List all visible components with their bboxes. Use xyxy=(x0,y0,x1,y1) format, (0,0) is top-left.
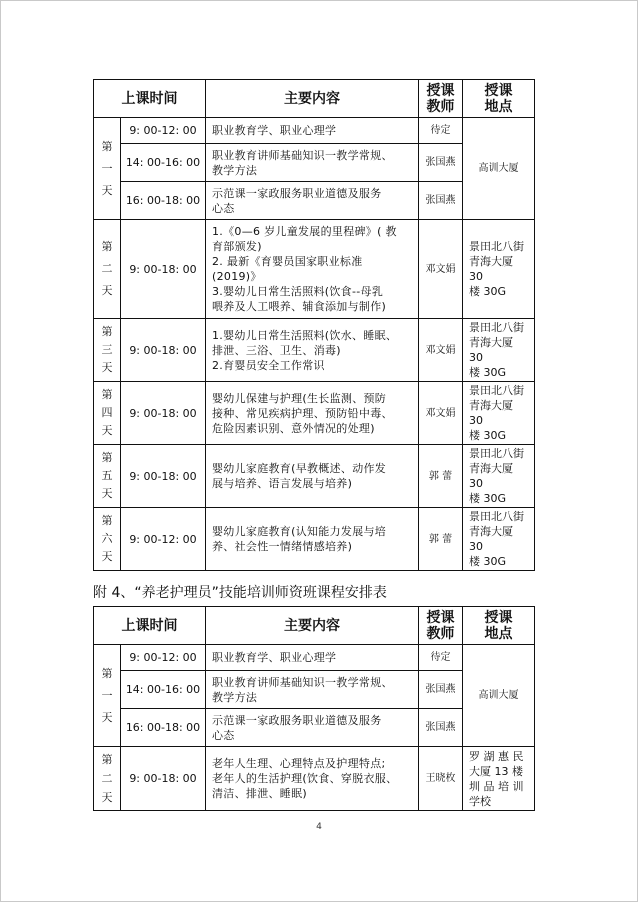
time-cell: 16: 00-18: 00 xyxy=(121,182,206,220)
content-line: 婴幼儿家庭教育(早教概述、动作发 xyxy=(212,462,387,475)
header-place-line: 授课 xyxy=(484,609,513,626)
content-line: 2.育婴员安全工作常识 xyxy=(212,358,325,372)
table-row xyxy=(94,508,535,571)
content-cell xyxy=(206,319,419,382)
place-line: 楼 30G xyxy=(469,492,507,505)
table-header-row xyxy=(94,607,535,645)
day-label xyxy=(94,118,121,220)
day-char: 六 xyxy=(101,532,113,545)
header-teacher xyxy=(419,607,463,645)
place-line: 青海大厦 30 xyxy=(469,462,513,490)
content-cell xyxy=(206,709,419,747)
teacher-cell: 邓文娟 xyxy=(419,220,463,319)
place-line: 景田北八街 xyxy=(469,510,524,523)
content-line: 展与培养、语言发展与培养) xyxy=(212,477,353,490)
teacher-cell: 张国燕 xyxy=(419,182,463,220)
teacher-cell: 邓文娟 xyxy=(419,382,463,445)
header-time: 上课时间 xyxy=(94,80,206,118)
header-teacher-line: 授课 xyxy=(426,609,455,626)
day-char: 二 xyxy=(101,262,113,275)
table-row xyxy=(94,319,535,382)
place-cell xyxy=(463,382,535,445)
day-char: 第 xyxy=(101,753,113,766)
place-cell xyxy=(463,445,535,508)
table-row xyxy=(94,445,535,508)
time-cell: 9: 00-18: 00 xyxy=(121,220,206,319)
content-line: 老年人生理、心理特点及护理特点; xyxy=(212,757,386,770)
content-line: 职业教育讲师基础知识一教学常规、 xyxy=(212,675,393,689)
place-cell xyxy=(463,220,535,319)
day-char: 天 xyxy=(101,361,113,374)
content-line: 示范课一家政服务职业道德及服务 xyxy=(212,713,382,727)
page-number: 4 xyxy=(316,822,322,832)
teacher-cell: 待定 xyxy=(419,118,463,144)
day-char: 第 xyxy=(101,325,113,338)
content-line: 排泄、三浴、卫生、消毒) xyxy=(212,343,341,357)
day-char: 天 xyxy=(101,284,113,297)
teacher-cell: 待定 xyxy=(419,645,463,671)
day-char: 第 xyxy=(101,514,113,527)
place-line: 青海大厦 30 xyxy=(469,336,513,364)
place-line: 大厦 13 楼 xyxy=(469,764,523,778)
table-row xyxy=(94,382,535,445)
day-char: 三 xyxy=(101,343,113,356)
day-char: 天 xyxy=(101,487,113,500)
table-row xyxy=(94,645,535,671)
content-cell xyxy=(206,445,419,508)
header-time: 上课时间 xyxy=(94,607,206,645)
day-char: 第 xyxy=(101,388,113,401)
course-schedule-table-childcare xyxy=(93,79,535,571)
time-cell: 9: 00-12: 00 xyxy=(121,645,206,671)
content-line: 教学方法 xyxy=(212,163,258,177)
day-char: 第 xyxy=(101,240,113,253)
place-cell xyxy=(463,747,535,811)
content-line: 婴幼儿家庭教育(认知能力发展与培 xyxy=(212,525,387,538)
content-line: 1.《0—6 岁儿童发展的里程碑》( 教 xyxy=(212,225,397,238)
place-line: 高训大厦 xyxy=(478,163,519,174)
day-label xyxy=(94,508,121,571)
place-line: 景田北八街 xyxy=(469,384,524,397)
content-line: 养、社会性一情绪情感培养) xyxy=(212,540,353,553)
content-line: 职业教育学、职业心理学 xyxy=(212,124,337,137)
day-label xyxy=(94,445,121,508)
time-cell: 14: 00-16: 00 xyxy=(121,144,206,182)
header-place-line: 地点 xyxy=(484,98,513,115)
place-line: 罗 湖 惠 民 xyxy=(469,749,524,763)
place-line: 青海大厦 30 xyxy=(469,525,513,553)
time-cell: 9: 00-18: 00 xyxy=(121,747,206,811)
content-cell xyxy=(206,182,419,220)
place-line: 楼 30G xyxy=(469,366,507,379)
place-cell xyxy=(463,645,535,747)
content-line: 危险因素识别、意外情况的处理) xyxy=(212,421,375,435)
content-line: 示范课一家政服务职业道德及服务 xyxy=(212,186,382,200)
header-content: 主要内容 xyxy=(206,80,419,118)
content-line: 老年人的生活护理(饮食、穿脱衣服、 xyxy=(212,772,398,785)
time-cell: 9: 00-18: 00 xyxy=(121,382,206,445)
teacher-cell: 郭 蕾 xyxy=(419,508,463,571)
day-label xyxy=(94,319,121,382)
content-cell xyxy=(206,671,419,709)
place-line: 青海大厦 30 xyxy=(469,399,513,427)
place-line: 楼 30G xyxy=(469,285,507,298)
place-line: 景田北八街 xyxy=(469,321,524,334)
header-place-line: 授课 xyxy=(484,82,513,99)
content-cell xyxy=(206,220,419,319)
teacher-cell: 郭 蕾 xyxy=(419,445,463,508)
teacher-cell: 邓文娟 xyxy=(419,319,463,382)
day-char: 一 xyxy=(101,688,113,702)
day-char: 第 xyxy=(101,666,113,680)
day-char: 二 xyxy=(101,772,113,785)
table-row xyxy=(94,747,535,811)
day-char: 天 xyxy=(101,424,113,437)
header-place xyxy=(463,607,535,645)
time-cell: 9: 00-12: 00 xyxy=(121,508,206,571)
day-label xyxy=(94,645,121,747)
place-line: 景田北八街 xyxy=(469,240,524,253)
header-place-line: 地点 xyxy=(484,625,513,642)
place-line: 楼 30G xyxy=(469,555,507,568)
header-teacher xyxy=(419,80,463,118)
teacher-cell: 张国燕 xyxy=(419,144,463,182)
content-cell xyxy=(206,144,419,182)
day-char: 第 xyxy=(101,451,113,464)
header-content: 主要内容 xyxy=(206,607,419,645)
day-char: 一 xyxy=(101,161,113,175)
header-place xyxy=(463,80,535,118)
time-cell: 9: 00-12: 00 xyxy=(121,118,206,144)
content-line: 心态 xyxy=(212,201,235,215)
teacher-cell: 张国燕 xyxy=(419,709,463,747)
section-caption: 附 4、“养老护理员”技能培训师资班课程安排表 xyxy=(93,585,387,601)
content-line: 职业教育学、职业心理学 xyxy=(212,651,337,664)
table-row xyxy=(94,118,535,144)
place-line: 学校 xyxy=(469,794,491,808)
content-line: 职业教育讲师基础知识一教学常规、 xyxy=(212,148,393,162)
header-teacher-line: 教师 xyxy=(426,98,455,115)
table-header-row xyxy=(94,80,535,118)
day-label xyxy=(94,220,121,319)
content-cell xyxy=(206,645,419,671)
header-teacher-line: 教师 xyxy=(426,625,455,642)
place-cell xyxy=(463,319,535,382)
content-cell xyxy=(206,747,419,811)
day-char: 天 xyxy=(101,550,113,563)
content-line: 喂养及人工喂养、辅食添加与制作) xyxy=(212,300,387,313)
time-cell: 9: 00-18: 00 xyxy=(121,319,206,382)
content-line: 1.婴幼儿日常生活照料(饮水、睡眠、 xyxy=(212,328,398,342)
day-label xyxy=(94,382,121,445)
content-line: 婴幼儿保建与护理(生长监测、预防 xyxy=(212,391,387,405)
day-char: 五 xyxy=(101,469,113,482)
day-label xyxy=(94,747,121,811)
place-line: 景田北八街 xyxy=(469,447,524,460)
content-line: 2. 最新《育婴员国家职业标准 xyxy=(212,255,363,268)
content-line: 育部颁发) xyxy=(212,240,262,253)
table-row xyxy=(94,220,535,319)
teacher-cell: 张国燕 xyxy=(419,671,463,709)
day-char: 天 xyxy=(101,710,113,724)
place-line: 圳 品 培 训 xyxy=(469,779,524,793)
content-cell xyxy=(206,508,419,571)
place-line: 青海大厦 30 xyxy=(469,255,513,283)
place-line: 楼 30G xyxy=(469,429,507,442)
time-cell: 16: 00-18: 00 xyxy=(121,709,206,747)
content-line: 心态 xyxy=(212,728,235,742)
teacher-cell: 王晓枚 xyxy=(419,747,463,811)
content-line: 接种、常见疾病护理、预防铅中毒、 xyxy=(212,406,393,420)
place-cell xyxy=(463,118,535,220)
content-line: 3.婴幼儿日常生活照料(饮食--母乳 xyxy=(212,285,384,298)
header-teacher-line: 授课 xyxy=(426,82,455,99)
course-schedule-table-eldercare xyxy=(93,606,535,811)
content-cell xyxy=(206,118,419,144)
day-char: 天 xyxy=(101,183,113,197)
place-line: 高训大厦 xyxy=(478,690,519,701)
content-line: (2019)》 xyxy=(212,270,262,283)
time-cell: 14: 00-16: 00 xyxy=(121,671,206,709)
place-cell xyxy=(463,508,535,571)
day-char: 第 xyxy=(101,139,113,153)
day-char: 四 xyxy=(101,406,113,419)
day-char: 天 xyxy=(101,791,113,804)
content-line: 教学方法 xyxy=(212,690,258,704)
content-cell xyxy=(206,382,419,445)
content-line: 清洁、排泄、睡眠) xyxy=(212,787,307,800)
time-cell: 9: 00-18: 00 xyxy=(121,445,206,508)
